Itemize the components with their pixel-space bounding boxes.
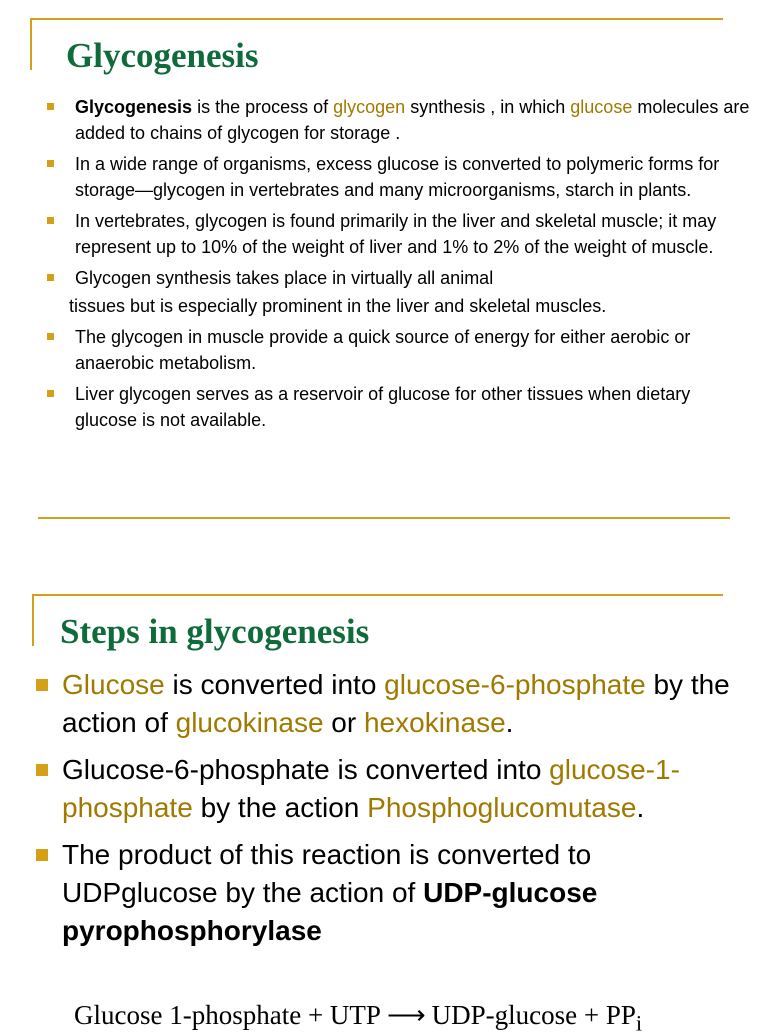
left-frame-line xyxy=(30,18,32,70)
highlighted-term: glycogen xyxy=(333,97,406,117)
bold-term: UDP-glucose pyrophosphorylase xyxy=(62,877,598,946)
bullet-item xyxy=(33,751,753,827)
bullet-text: is converted into xyxy=(164,669,385,700)
bullet-text: or xyxy=(323,707,364,738)
square-bullet-icon xyxy=(47,274,54,281)
bullet-list xyxy=(45,94,757,438)
slide-title: Glycogenesis xyxy=(66,36,259,75)
top-frame-line xyxy=(32,594,723,596)
bullet-item xyxy=(45,293,757,319)
bullet-item xyxy=(45,265,757,291)
left-frame-line xyxy=(32,594,34,646)
equation-left: Glucose 1-phosphate + UTP xyxy=(74,1000,381,1030)
equation-subscript: i xyxy=(635,1010,643,1036)
highlighted-term: glucose-1-phosphate xyxy=(62,754,680,823)
bullet-text: Liver glycogen serves as a reservoir of glucose for other tissues when dietary glucose is not available. xyxy=(75,384,691,430)
bullet-item xyxy=(45,94,757,146)
bullet-item xyxy=(33,836,753,950)
bullet-text: molecules are added to chains of glycogen for storage . xyxy=(75,97,750,143)
reaction-equation xyxy=(74,1000,642,1036)
square-bullet-icon xyxy=(47,390,54,397)
square-bullet-icon xyxy=(36,679,48,691)
bullet-text: Glucose-6-phosphate is converted into xyxy=(62,754,550,785)
slide-steps-in-glycogenesis xyxy=(0,580,768,1036)
top-frame-line xyxy=(30,18,723,20)
bullet-item xyxy=(45,151,757,203)
bullet-text: by the action xyxy=(192,792,368,823)
highlighted-term: Glucose xyxy=(62,669,165,700)
bullet-text: tissues but is especially prominent in the liver and skeletal muscles. xyxy=(69,296,607,316)
slide-title: Steps in glycogenesis xyxy=(60,612,370,651)
equation-right: UDP-glucose + PP xyxy=(431,1000,636,1030)
bullet-item xyxy=(45,324,757,376)
reaction-arrow-icon: ⟶ xyxy=(386,1000,426,1030)
bullet-text: The product of this reaction is converted to UDPglucose by the action of xyxy=(62,839,592,908)
bullet-text: by the action of xyxy=(62,669,730,738)
bullet-list xyxy=(33,666,753,959)
bullet-text: In a wide range of organisms, excess glucose is converted to polymeric forms for storage—glycogen in vertebrates and many microorganisms, starch in plants. xyxy=(75,154,720,200)
square-bullet-icon xyxy=(36,849,48,861)
bullet-item xyxy=(45,208,757,260)
bottom-divider-line xyxy=(38,517,730,519)
bullet-text: The glycogen in muscle provide a quick source of energy for either aerobic or anaerobic metabolism. xyxy=(75,327,691,373)
bullet-text: . xyxy=(636,792,645,823)
bullet-text: is the process of xyxy=(192,97,334,117)
bold-term: Glycogenesis xyxy=(75,97,193,117)
bullet-text: Glycogen synthesis takes place in virtually all animal xyxy=(75,268,494,288)
bullet-item xyxy=(45,381,757,433)
highlighted-term: glucose-6-phosphate xyxy=(384,669,646,700)
highlighted-term: glucokinase xyxy=(175,707,324,738)
highlighted-term: Phosphoglucomutase xyxy=(367,792,637,823)
square-bullet-icon xyxy=(47,217,54,224)
highlighted-term: hexokinase xyxy=(363,707,506,738)
bullet-text: synthesis , in which xyxy=(405,97,571,117)
square-bullet-icon xyxy=(47,333,54,340)
square-bullet-icon xyxy=(47,160,54,167)
square-bullet-icon xyxy=(36,764,48,776)
square-bullet-icon xyxy=(47,103,54,110)
bullet-text: . xyxy=(505,707,514,738)
bullet-text: In vertebrates, glycogen is found primarily in the liver and skeletal muscle; it may represent up to 10% of the weight of liver and 1% to 2% of the weight of muscle. xyxy=(75,211,717,257)
highlighted-term: glucose xyxy=(570,97,633,117)
bullet-item xyxy=(33,666,753,742)
